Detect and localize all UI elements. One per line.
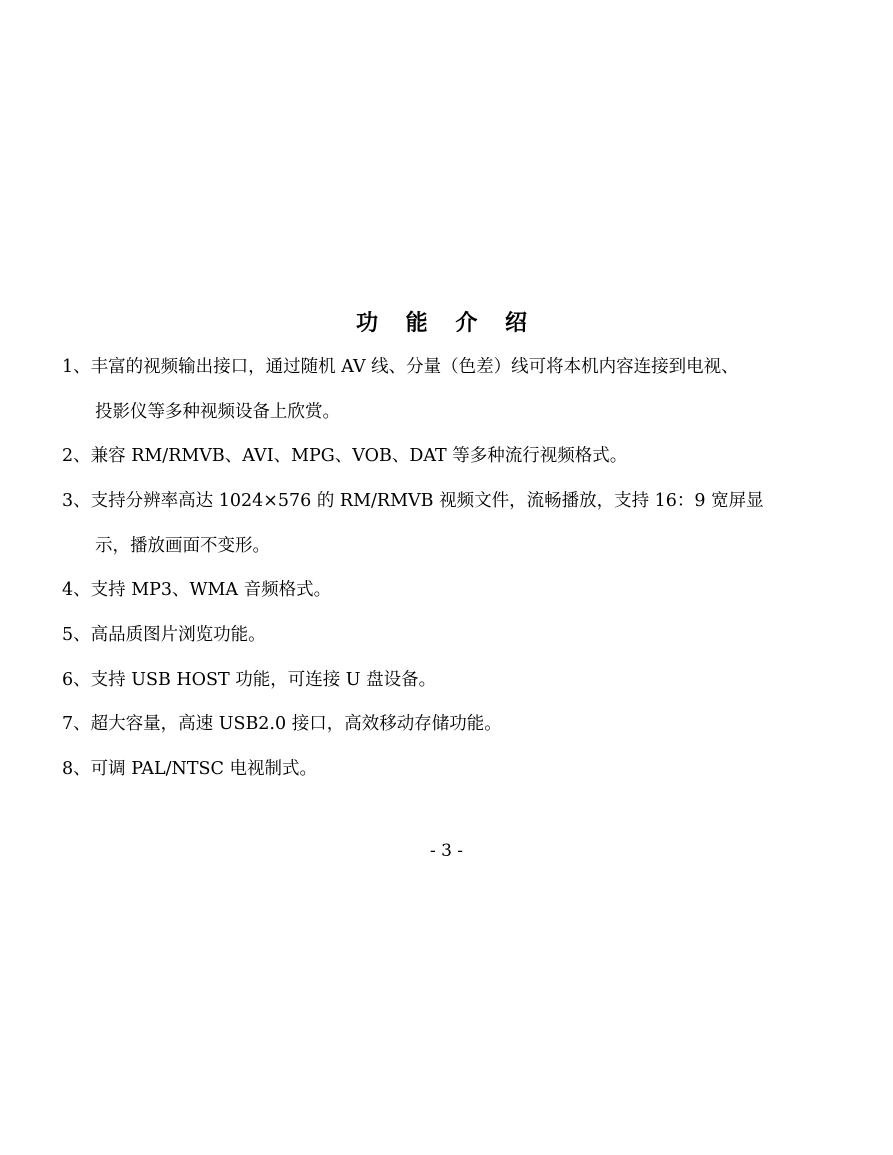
feature-item-8 [62,758,317,780]
feature-item-3-continuation: 示，播放画面不变形。 [95,536,270,556]
feature-item-text: 兼容 RM/RMVB、AVI、MPG、VOB、DAT 等多种流行视频格式。 [90,446,628,466]
feature-item-6 [62,669,436,691]
feature-item-1-continuation: 投影仪等多种视频设备上欣赏。 [95,402,340,422]
feature-item-number: 7、 [62,714,91,734]
feature-item-number: 4、 [62,580,91,600]
feature-item-number: 3、 [62,491,91,511]
feature-item-3 [62,490,764,512]
feature-item-text: 超大容量，高速 USB2.0 接口，高效移动存储功能。 [90,714,502,734]
feature-item-text: 高品质图片浏览功能。 [90,625,266,645]
feature-item-text: 支持 USB HOST 功能，可连接 U 盘设备。 [90,670,437,690]
feature-item-number: 2、 [62,446,91,466]
feature-item-2 [62,445,627,467]
page-number: - 3 - [429,841,464,861]
feature-item-text: 丰富的视频输出接口，通过随机 AV 线、分量（色差）线可将本机内容连接到电视、 [90,357,739,377]
feature-item-7 [62,713,502,735]
feature-item-4 [62,579,331,601]
feature-item-number: 5、 [62,625,91,645]
feature-item-number: 8、 [62,759,91,779]
feature-item-text: 可调 PAL/NTSC 电视制式。 [90,759,317,779]
feature-item-text: 支持 MP3、WMA 音频格式。 [90,580,332,600]
feature-item-1 [62,356,739,378]
feature-item-text: 支持分辨率高达 1024×576 的 RM/RMVB 视频文件，流畅播放，支持 16：9 宽屏显 [90,491,764,511]
feature-item-number: 6、 [62,670,91,690]
page-title: 功 能 介 绍 [356,310,537,336]
feature-item-number: 1、 [62,357,91,377]
feature-item-5 [62,624,266,646]
